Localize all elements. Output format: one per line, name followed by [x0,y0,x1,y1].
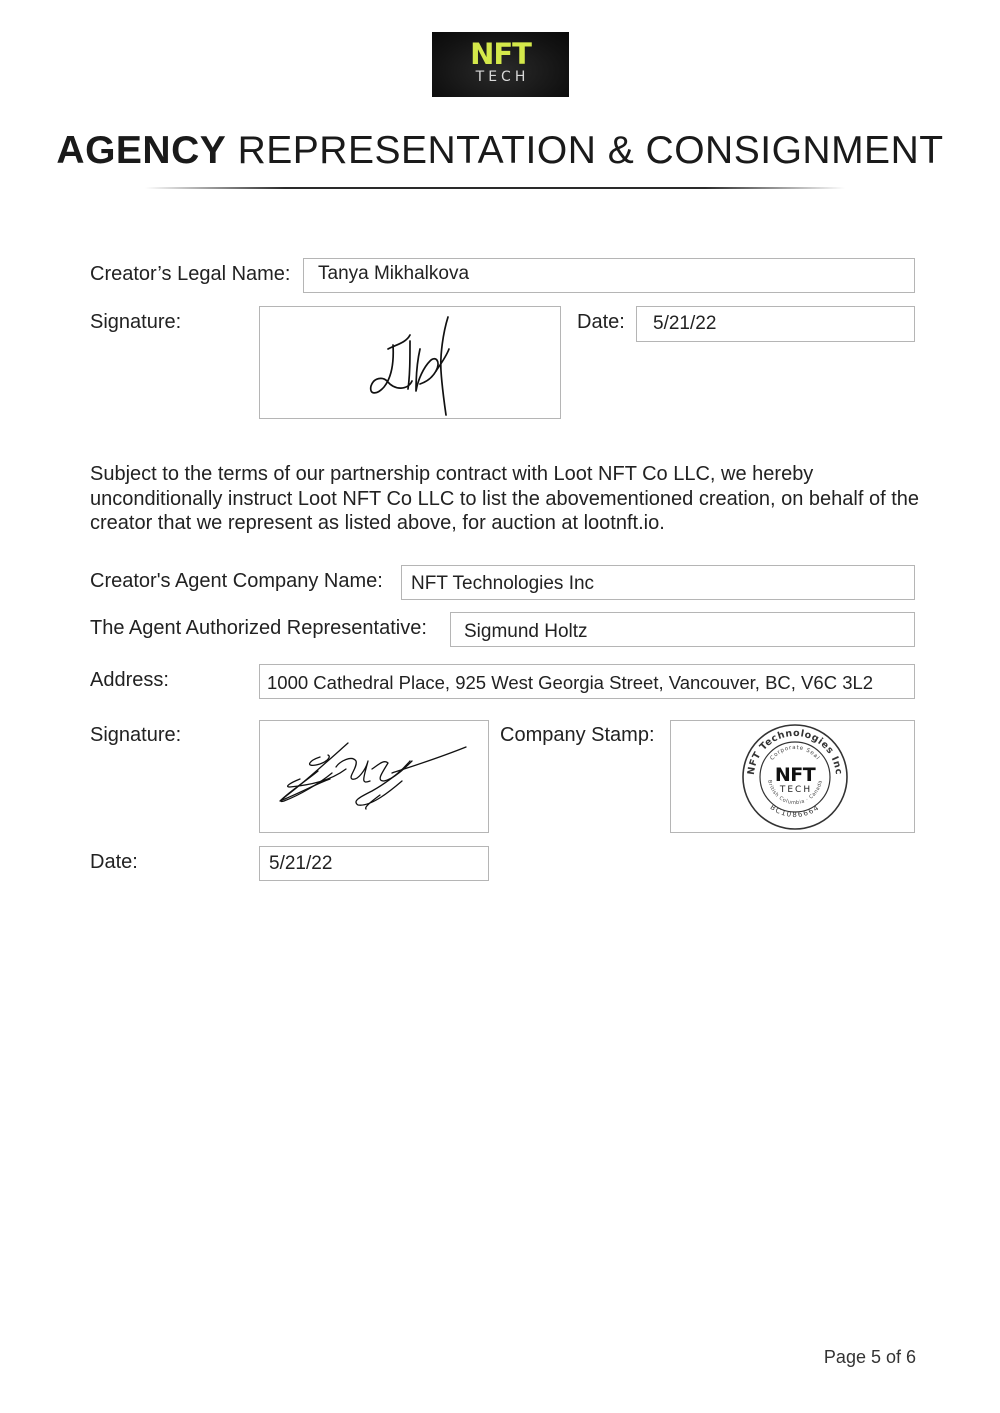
company-logo [432,32,569,97]
company-stamp-label: Company Stamp: [500,724,655,746]
agent-company-field[interactable]: NFT Technologies Inc [401,565,915,600]
agent-company-label: Creator's Agent Company Name: [90,570,383,592]
creator-legal-name-field[interactable]: Tanya Mikhalkova [303,258,915,293]
consignment-statement: Subject to the terms of our partnership contract with Loot NFT Co LLC, we hereby unconditionally instruct Loot NFT Co LLC to list the abovementioned creation, on behalf of the creator that we represent as listed above, for auction at lootnft.io. [90,463,920,534]
agent-representative-field[interactable]: Sigmund Holtz [450,612,915,647]
stamp-center-tech: TECH [779,785,813,795]
agent-address-field[interactable]: 1000 Cathedral Place, 925 West Georgia Street, Vancouver, BC, V6C 3L2 [259,664,915,699]
stamp-bottom-arc-text: BC1086664 [768,803,822,820]
creator-signature-image [260,307,560,418]
stamp-inner-top-text: Corporate Seal [769,744,821,762]
title-rest: REPRESENTATION & CONSIGNMENT [226,129,944,172]
document-title [0,126,1000,176]
logo-tech-text: TECH [475,69,530,85]
creator-signature-box[interactable] [259,306,561,419]
agent-address-label: Address: [90,669,169,691]
stamp-center-nft: NFT [774,764,816,786]
corporate-seal-stamp [671,721,914,832]
title-divider [145,187,845,189]
creator-date-label: Date: [577,311,625,333]
creator-legal-name-label: Creator’s Legal Name: [90,263,291,285]
agent-date-label: Date: [90,851,138,873]
logo-nft-text: NFT [470,37,531,71]
agent-signature-image [260,721,488,832]
company-stamp-box [670,720,915,833]
agent-date-field[interactable]: 5/21/22 [259,846,489,881]
creator-signature-label: Signature: [90,311,182,333]
stamp-top-arc-text: NFT Technologies Inc [745,727,845,776]
agent-signature-box[interactable] [259,720,489,833]
agent-representative-label: The Agent Authorized Representative: [90,617,427,639]
creator-date-field[interactable]: 5/21/22 [636,306,915,342]
page-number: Page 5 of 6 [823,1347,916,1367]
stamp-inner-bottom-text: British Columbia · Canada [766,779,824,807]
agent-signature-label: Signature: [90,724,182,746]
title-bold: AGENCY [56,129,227,172]
